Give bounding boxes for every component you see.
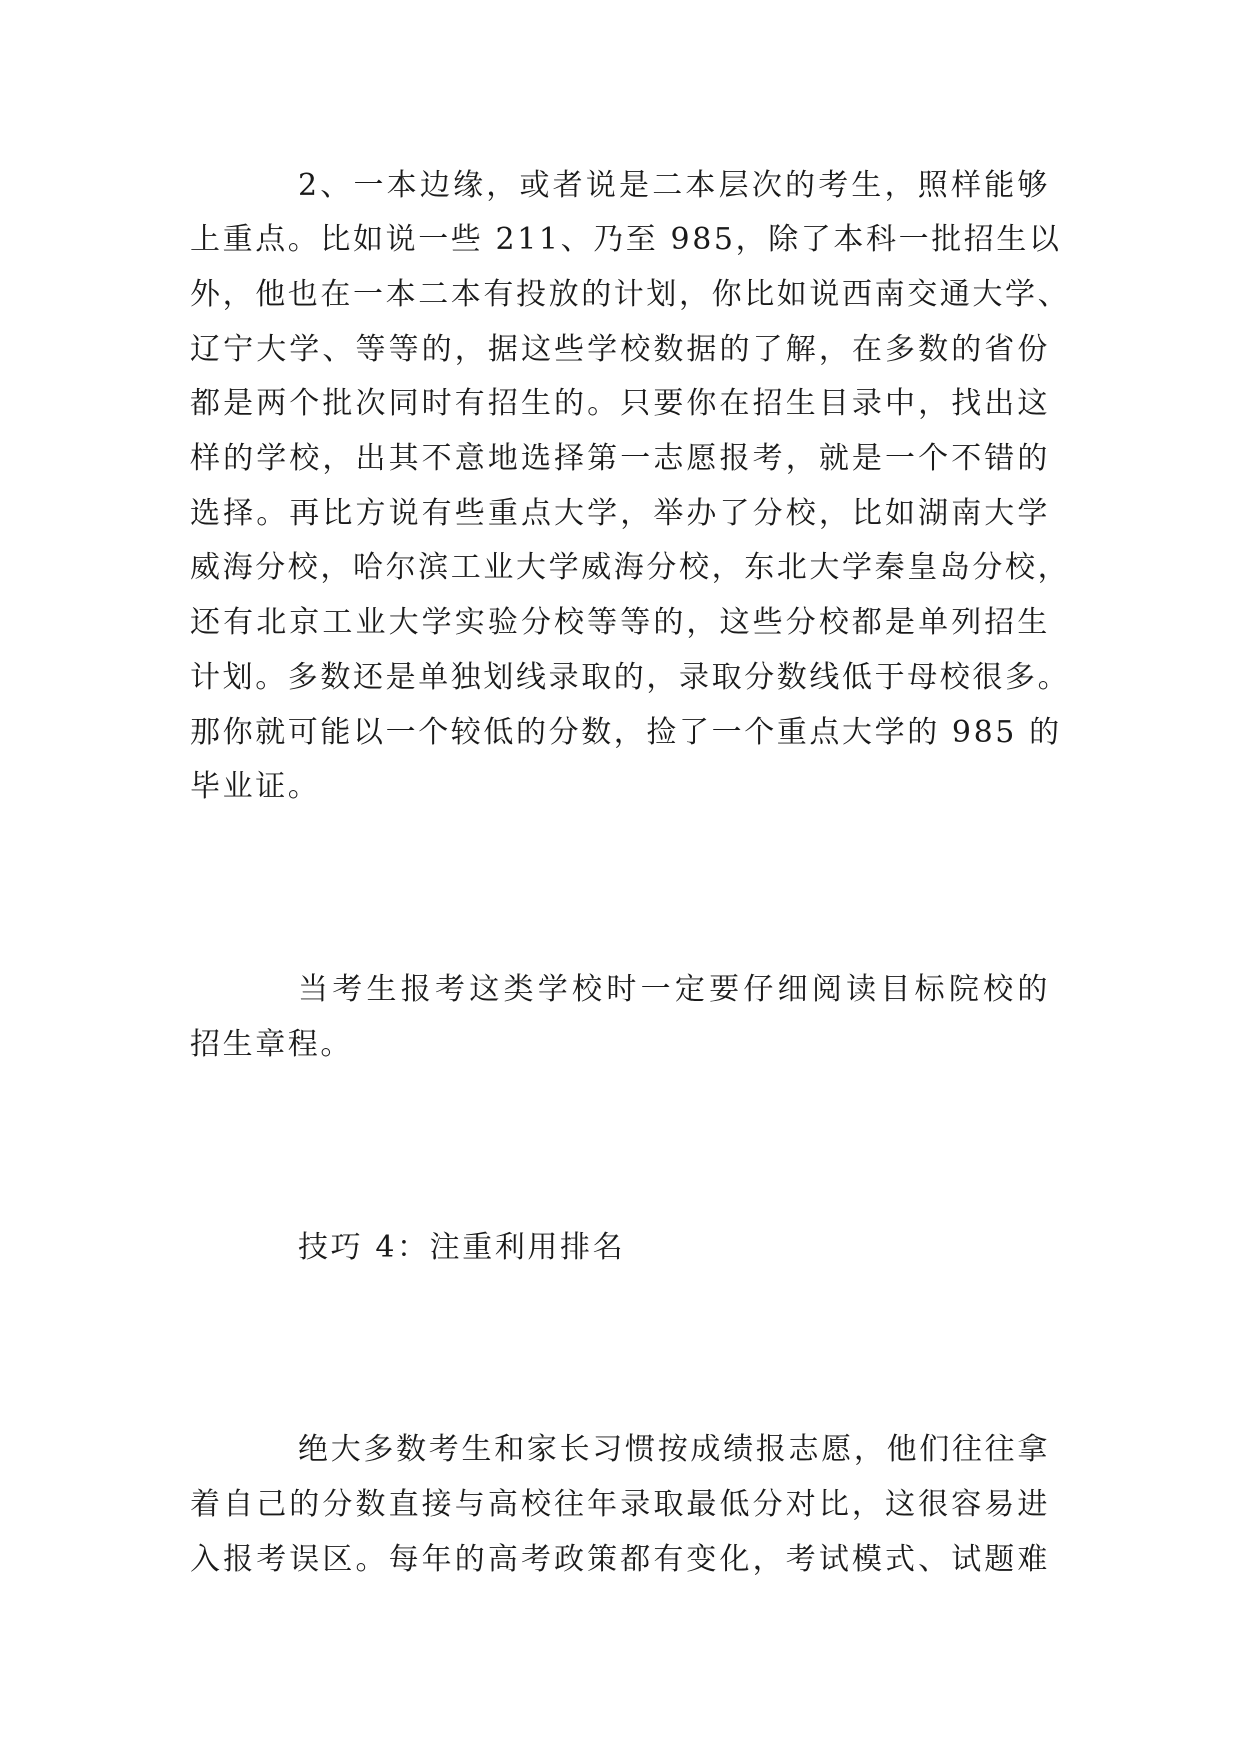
paragraph-3-line-1: 绝大多数考生和家长习惯按成绩报志愿，他们往往拿 bbox=[298, 1432, 1050, 1467]
paragraph-1-line-11: 那你就可能以一个较低的分数，捡了一个重点大学的 985 的 bbox=[190, 715, 1062, 750]
paragraph-1-line-3: 外，他也在一本二本有投放的计划，你比如说西南交通大学、 bbox=[190, 277, 1071, 312]
paragraph-3-line-2: 着自己的分数直接与高校往年录取最低分对比，这很容易进 bbox=[190, 1487, 1050, 1522]
paragraph-1-line-8: 威海分校，哈尔滨工业大学威海分校，东北大学秦皇岛分校， bbox=[190, 550, 1071, 585]
paragraph-1-line-12: 毕业证。 bbox=[190, 769, 321, 804]
paragraph-2-line-2: 招生章程。 bbox=[190, 1027, 353, 1062]
paragraph-3-line-3: 入报考误区。每年的高考政策都有变化，考试模式、试题难 bbox=[190, 1542, 1050, 1577]
paragraph-1-line-2: 上重点。比如说一些 211、乃至 985，除了本科一批招生以 bbox=[190, 222, 1062, 257]
paragraph-2-line-1: 当考生报考这类学校时一定要仔细阅读目标院校的 bbox=[298, 972, 1050, 1007]
paragraph-1-line-4: 辽宁大学、等等的，据这些学校数据的了解，在多数的省份 bbox=[190, 332, 1050, 367]
paragraph-1-line-7: 选择。再比方说有些重点大学，举办了分校，比如湖南大学 bbox=[190, 496, 1050, 531]
paragraph-1-line-6: 样的学校，出其不意地选择第一志愿报考，就是一个不错的 bbox=[190, 441, 1050, 476]
paragraph-1-line-9: 还有北京工业大学实验分校等等的，这些分校都是单列招生 bbox=[190, 605, 1050, 640]
paragraph-1-line-5: 都是两个批次同时有招生的。只要你在招生目录中，找出这 bbox=[190, 386, 1050, 421]
paragraph-1-line-1: 2、一本边缘，或者说是二本层次的考生，照样能够 bbox=[298, 168, 1050, 203]
paragraph-1-line-10: 计划。多数还是单独划线录取的，录取分数线低于母校很多。 bbox=[190, 660, 1071, 695]
section-heading: 技巧 4：注重利用排名 bbox=[298, 1230, 626, 1265]
